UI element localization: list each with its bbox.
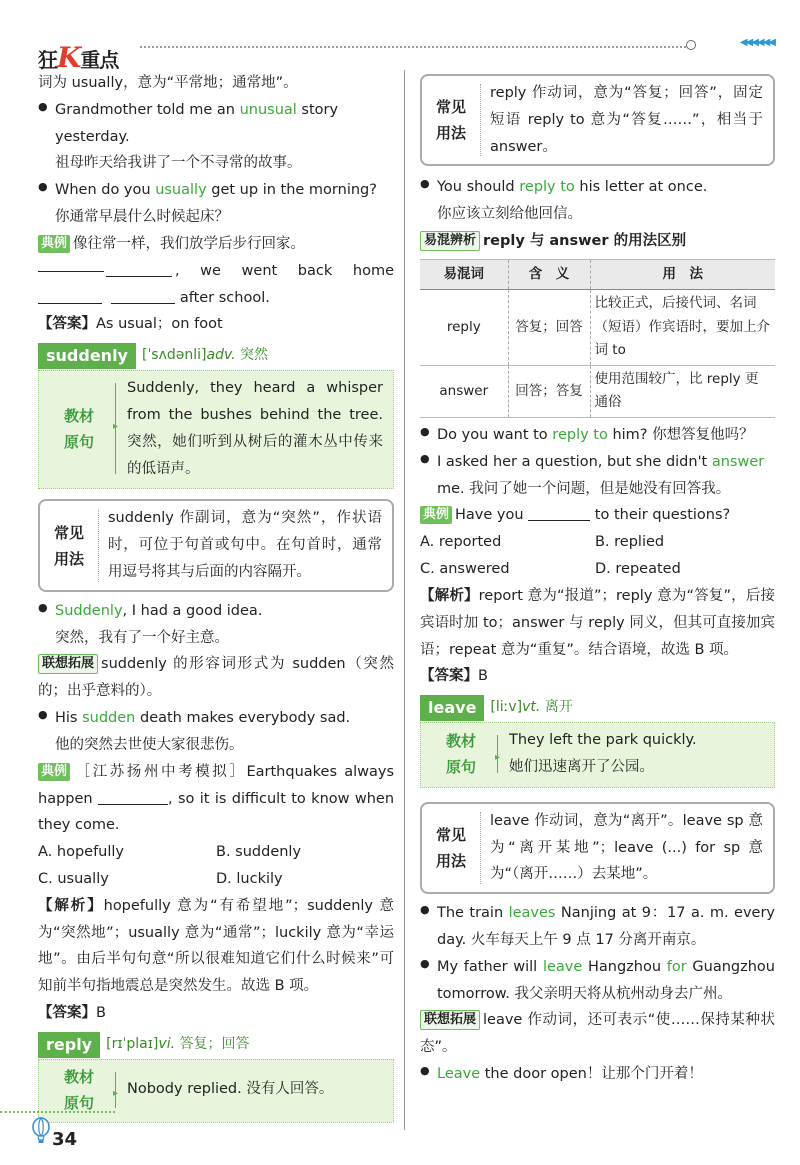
dianli-question: 典例 Have you to their questions? [420, 502, 775, 529]
example-sentence: ● Leave the door open！让那个门开着！ [420, 1061, 775, 1088]
example-translation: 突然，我有了一个好主意。 [55, 629, 229, 646]
example-sentence: ● Suddenly, I had a good idea. [38, 598, 394, 625]
choice-a: A. reported [420, 534, 502, 551]
example-sentence: ● Grandmother told me an unusual story yesterday. [38, 97, 394, 151]
right-column [420, 70, 775, 1088]
example-translation: 你通常早晨什么时候起床？ [55, 209, 229, 226]
example-sentence: ● My father will leave Hangzhou for Guangzhou tomorrow. 我父亲明天将从杭州动身去广州。 [420, 954, 775, 1008]
example-sentence: ● His sudden death makes everybody sad. [38, 705, 394, 732]
choice-d: D. luckily [216, 870, 283, 887]
common-usage-box: 常见 用法 leave 作动词，意为“离开”。leave sp 意为“离开某地”；leave (...) for sp 意为“（离开……）去某地”。 [420, 802, 775, 894]
book-logo: 狂K重点 [38, 41, 119, 74]
column-divider [404, 70, 405, 1130]
choice-b: B. suddenly [216, 844, 302, 861]
choice-c: C. answered [420, 561, 510, 578]
table-row: answer 回答；答复 使用范围较广，比 reply 更通俗 [420, 365, 775, 417]
example-translation: 祖母昨天给我讲了一个不寻常的故事。 [55, 155, 302, 172]
word-heading-reply: reply [rɪˈplaɪ]vi. 答复；回答 [38, 1031, 394, 1059]
word-heading-suddenly: suddenly [ˈsʌdənli]adv. 突然 [38, 342, 394, 370]
answer-line: 【答案】B [420, 668, 488, 685]
example-sentence: ● When do you usually get up in the morning? [38, 177, 394, 204]
analysis-text: 【解析】hopefully 意为“有希望地”；suddenly 意为“突然地”；usually 意为“通常”；luckily 意为“幸运地”。由后半句句意“所以很难知道它们什么时候来”可知前半句指地震总是突然发生。故选 B 项。 [38, 897, 395, 995]
example-translation: 你应该立刻给他回信。 [437, 206, 582, 223]
header-dotted-line [140, 46, 690, 48]
choices [38, 839, 394, 893]
word-heading-leave: leave [liːv]vt. 离开 [420, 694, 775, 722]
answer-line: 【答案】B [38, 1005, 106, 1021]
common-usage-box: 常见 用法 suddenly 作副词，意为“突然”，作状语时，可位于句首或句中。在句首时，通常用逗号将其与后面的内容隔开。 [38, 499, 394, 591]
dianli-blanks-line1: , we went back home [38, 258, 394, 285]
lianxiang-text: 联想拓展 suddenly 的形容词形式为 sudden（突然的；出乎意料的）。 [38, 656, 394, 700]
header-circle-icon [686, 40, 696, 50]
page-header [20, 30, 780, 74]
intro-text: 词为 usually，意为“平常地；通常地”。 [38, 75, 298, 91]
example-translation: 他的突然去世使大家很悲伤。 [55, 736, 244, 753]
analysis-text: 【解析】report 意为“报道”；reply 意为“答复”，后接宾语时加 to；answer 与 reply 同义，但其可直接加宾语；repeat 意为“重复”。结合语境，故选 B 项。 [420, 587, 776, 658]
yihun-tag: 易混辨析 [420, 231, 480, 251]
header-arrows-icon: ◀◀◀◀◀◀ [739, 37, 774, 48]
textbook-sentence-box: 教材 原句 ▸ They left the park quickly. 她们迅速离开了公园。 [420, 722, 775, 788]
example-sentence: ● Do you want to reply to him? 你想答复他吗？ [420, 422, 775, 449]
footer-dotted-line [0, 1111, 115, 1113]
lianxiang-text: 联想拓展 leave 作动词，还可表示“使……保持某种状态”。 [420, 1012, 775, 1056]
textbook-sentence-box: 教材 原句 ▸ Suddenly, they heard a whisper from the bushes behind the tree. 突然，她们听到从树后的灌木丛中传来的低语声。 [38, 370, 394, 489]
dianli-question: 典例 ［江苏扬州中考模拟］Earthquakes always happen , so it is difficult to know when they come. [38, 763, 395, 834]
page-footer [0, 1105, 120, 1165]
example-sentence: ● The train leaves Nanjing at 9：17 a. m. every day. 火车每天上午 9 点 17 分离开南京。 [420, 900, 775, 954]
choice-c: C. usually [38, 870, 109, 887]
choices [420, 529, 775, 583]
dianli-tag: 典例 [38, 235, 70, 253]
comparison-table: 易混词 含 义 用 法 reply 答复；回答 比较正式，后接代词、名词（短语）作宾语时，要加上介词 to answer 回答；答复 使用范围较广，比 reply 更通俗 [420, 259, 775, 418]
choice-a: A. hopefully [38, 844, 125, 861]
textbook-sentence-box: 教材 原句 ▸ Nobody replied. 没有人回答。 [38, 1059, 394, 1123]
choice-b: B. replied [595, 534, 665, 551]
example-sentence: ● You should reply to his letter at once. [420, 174, 775, 201]
table-row: reply 答复；回答 比较正式，后接代词、名词（短语）作宾语时，要加上介词 to [420, 289, 775, 365]
lianxiang-tag: 联想拓展 [38, 654, 98, 674]
answer-line: 【答案】As usual；on foot [38, 316, 223, 333]
dianli-question: 典例 像往常一样，我们放学后步行回家。 [38, 231, 394, 258]
yihun-heading: 易混辨析 reply 与 answer 的用法区别 [420, 228, 775, 255]
dianli-blanks-line2: after school. [38, 285, 394, 312]
left-column [38, 70, 394, 1123]
example-sentence: ● I asked her a question, but she didn't answer me. 我问了她一个问题，但是她没有回答我。 [420, 449, 775, 503]
common-usage-box: 常见 用法 reply 作动词，意为“答复；回答”，固定短语 reply to 意为“答复……”，相当于 answer。 [420, 74, 775, 166]
balloon-icon [30, 1117, 52, 1145]
page-number: 34 [52, 1129, 78, 1150]
choice-d: D. repeated [595, 561, 681, 578]
